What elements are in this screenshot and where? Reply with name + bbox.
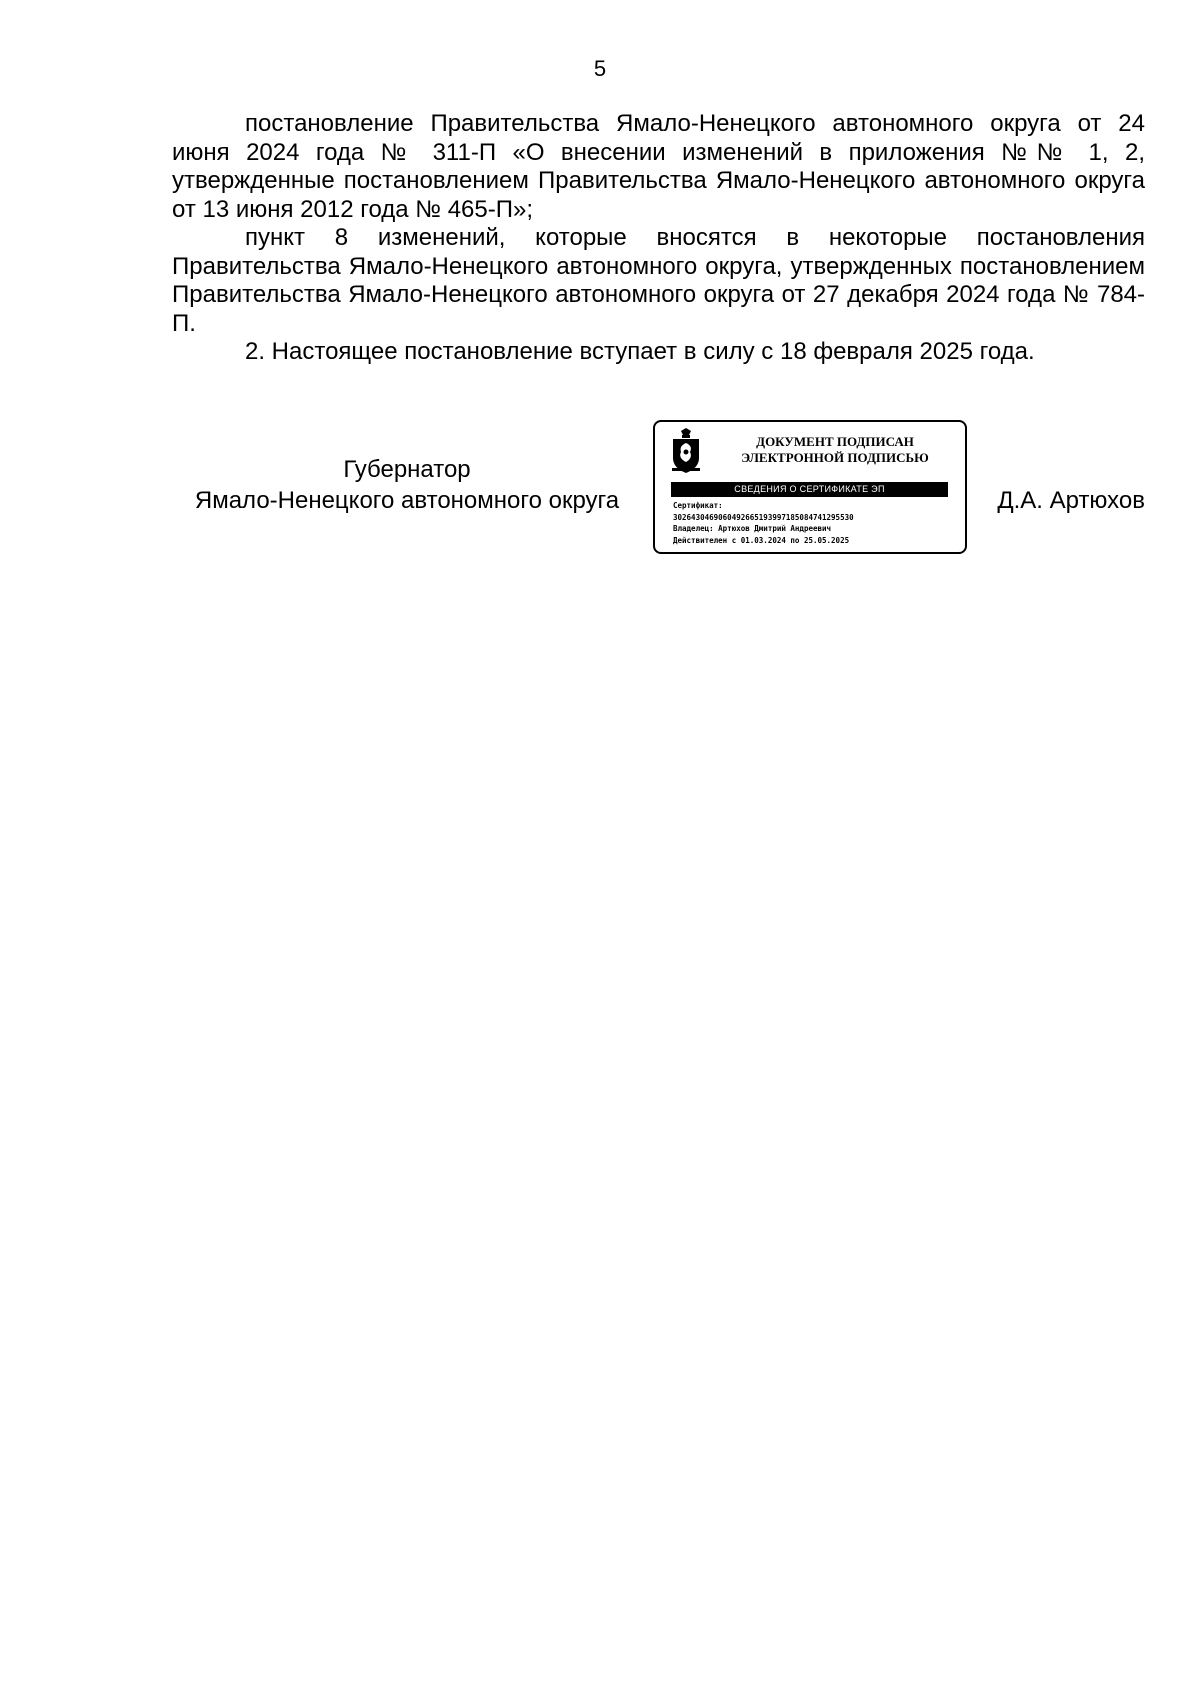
stamp-heading-line: ЭЛЕКТРОННОЙ ПОДПИСЬЮ <box>741 450 929 465</box>
paragraph: 2. Настоящее постановление вступает в силу с 18 февраля 2025 года. <box>245 338 1035 365</box>
signer-position-region: Ямало-Ненецкого автономного округа <box>194 487 620 514</box>
certificate-validity: Действителен с 01.03.2024 по 25.05.2025 <box>673 535 850 545</box>
paragraph: постановление Правительства Ямало-Ненецкого автономного округа от 24 июня 2024 года № 311-П «О внесении изменений в приложения №№ 1, 2, утвержденные постановлением Правительства Ямало-Ненецкого автономного округа от 13 июня 2012 года № 465-П»; <box>172 110 1145 223</box>
signature-block <box>172 420 1145 560</box>
certificate-label: Сертификат: <box>673 501 723 510</box>
stamp-certificate-details <box>673 500 958 546</box>
signer-position <box>172 454 642 516</box>
document-body <box>172 110 1145 367</box>
signer-name: Д.А. Артюхов <box>997 487 1145 514</box>
electronic-signature-stamp <box>653 420 967 554</box>
stamp-heading <box>715 434 955 466</box>
certificate-owner: Владелец: Артюхов Дмитрий Андреевич <box>673 524 832 533</box>
stamp-heading-line: ДОКУМЕНТ ПОДПИСАН <box>756 434 914 449</box>
stamp-certificate-bar: СВЕДЕНИЯ О СЕРТИФИКАТЕ ЭП <box>671 482 948 497</box>
coat-of-arms-icon <box>669 428 703 474</box>
certificate-number: 3026430469060492665193997185084741295530 <box>673 512 854 522</box>
paragraph: пункт 8 изменений, которые вносятся в некоторые постановления Правительства Ямало-Ненецкого автономного округа, утвержденных постановлением Правительства Ямало-Ненецкого автономного округа от 27 декабря 2024 года № 784-П. <box>172 224 1145 337</box>
signer-position-title: Губернатор <box>343 456 471 483</box>
page-number: 5 <box>593 56 607 81</box>
